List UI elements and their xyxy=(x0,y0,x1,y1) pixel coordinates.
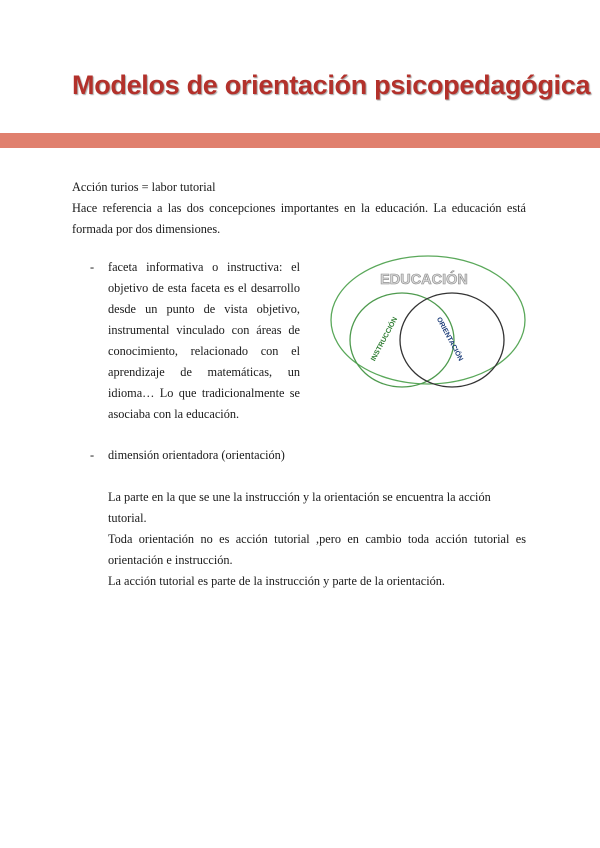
page-title: Modelos de orientación psicopedagógica xyxy=(72,70,591,100)
instruction-circle xyxy=(350,293,454,387)
bullet-1-line: aprendizaje de matemáticas, un xyxy=(108,365,300,379)
intro-line-3: formada por dos dimensiones. xyxy=(72,222,221,236)
bullet-1-line: asociaba con la educación. xyxy=(108,407,240,421)
final-line-3: orientación e instrucción. xyxy=(108,553,233,567)
bullet-1-line: conocimiento, relacionado con el xyxy=(108,344,300,358)
intro-paragraph xyxy=(72,177,526,240)
orientation-label: ORIENTACIÓN xyxy=(434,316,464,363)
title-underline-bar xyxy=(0,133,600,148)
final-line-2: Toda orientación no es acción tutorial ,pero en cambio toda acción tutorial es xyxy=(108,532,526,546)
instruction-label: INSTRUCCIÓN xyxy=(370,316,400,363)
education-label: EDUCACIÓN xyxy=(380,272,468,288)
bullet-1-text xyxy=(108,257,300,425)
bullet-1-line: faceta informativa o instructiva: el xyxy=(108,260,300,274)
education-venn-diagram xyxy=(328,254,528,390)
final-line-4: La acción tutorial es parte de la instrucción y parte de la orientación. xyxy=(108,574,445,588)
bullet-1-line: objetivo de esta faceta es el desarrollo xyxy=(108,281,300,295)
final-paragraph xyxy=(108,487,526,592)
bullet-1-line: idioma… Lo que tradicionalmente se xyxy=(108,386,300,400)
bullet-dash-2: - xyxy=(90,448,95,462)
intro-line-2: Hace referencia a las dos concepciones importantes en la educación. La educación está xyxy=(72,201,526,215)
final-line-1: La parte en la que se une la instrucción y la orientación se encuentra la acción tutorial. xyxy=(108,490,491,525)
bullet-1-line: desde un punto de vista objetivo, xyxy=(108,302,300,316)
bullet-dash-1: - xyxy=(90,260,95,274)
intro-line-1: Acción turios = labor tutorial xyxy=(72,180,216,194)
bullet-2-text: dimensión orientadora (orientación) xyxy=(108,448,285,462)
bullet-1-line: instrumental vinculado con áreas de xyxy=(108,323,300,337)
